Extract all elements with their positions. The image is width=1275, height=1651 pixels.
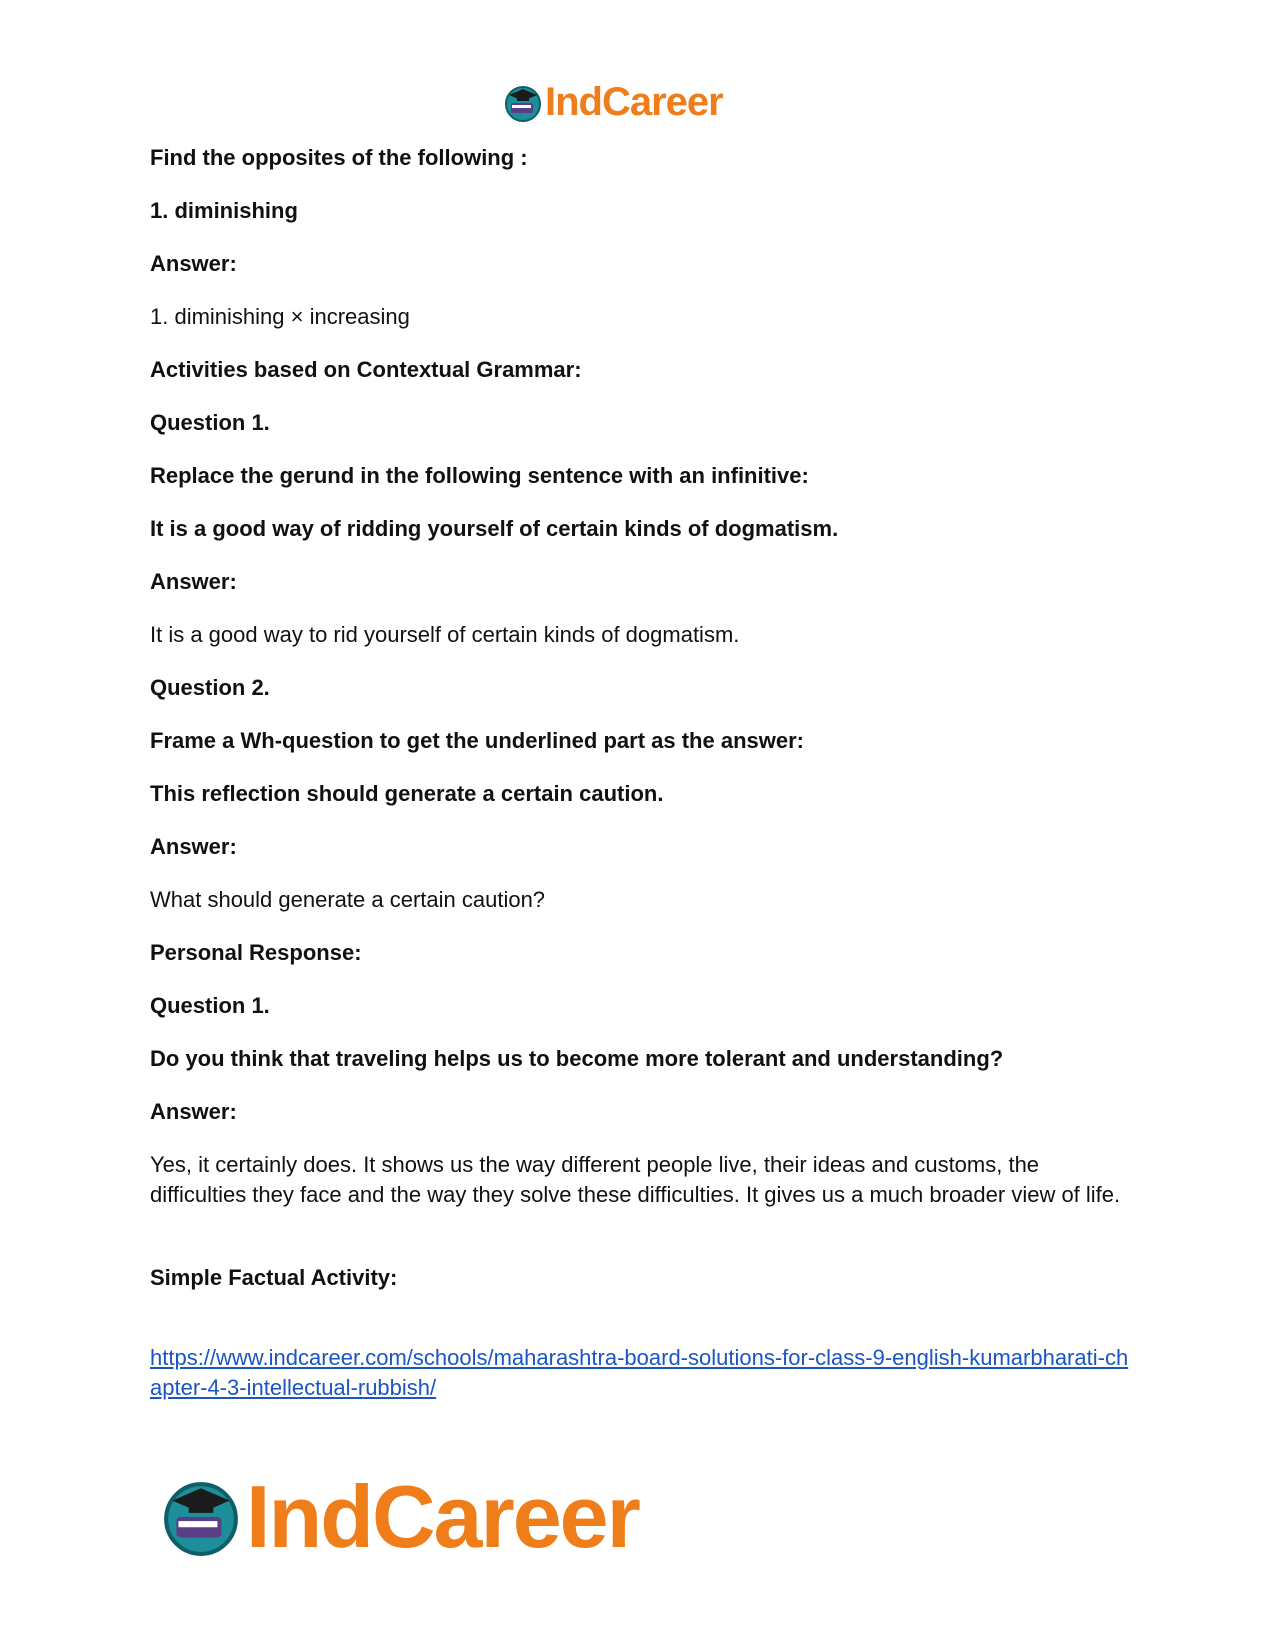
section-heading: Find the opposites of the following : [150, 145, 528, 170]
question-instruction: Frame a Wh-question to get the underlined part as the answer: [150, 728, 804, 753]
globe-book-icon [503, 83, 543, 123]
question-instruction: Replace the gerund in the following sentence with an infinitive: [150, 463, 809, 488]
question-sentence: This reflection should generate a certain caution. [150, 781, 664, 806]
question-number: Question 1. [150, 993, 270, 1018]
answer-label: Answer: [150, 1099, 237, 1124]
section-heading: Personal Response: [150, 940, 362, 965]
source-link[interactable]: https://www.indcareer.com/schools/maharashtra-board-solutions-for-class-9-english-kumarbharati-chapter-4-3-intellectual-rubbish/ [150, 1345, 1129, 1400]
section-heading: Activities based on Contextual Grammar: [150, 357, 582, 382]
footer-logo [160, 1466, 639, 1568]
answer-text: What should generate a certain caution? [150, 887, 546, 912]
answer-label: Answer: [150, 569, 237, 594]
brand-name: IndCareer [246, 1467, 639, 1566]
answer-label: Answer: [150, 834, 237, 859]
question-item: 1. diminishing [150, 198, 298, 223]
globe-book-icon [160, 1476, 242, 1558]
answer-label: Answer: [150, 251, 237, 276]
question-number: Question 2. [150, 675, 270, 700]
question-instruction: Do you think that traveling helps us to become more tolerant and understanding? [150, 1046, 1004, 1071]
answer-paragraph: Yes, it certainly does. It shows us the way different people live, their ideas and customs, the difficulties they face and the way they solve these difficulties. It gives us a much broader view of life. [150, 1152, 1121, 1207]
answer-text: It is a good way to rid yourself of certain kinds of dogmatism. [150, 622, 740, 647]
answer-text: 1. diminishing × increasing [150, 304, 410, 329]
brand-name: IndCareer [545, 80, 723, 124]
question-number: Question 1. [150, 410, 270, 435]
section-heading: Simple Factual Activity: [150, 1265, 398, 1290]
question-sentence: It is a good way of ridding yourself of certain kinds of dogmatism. [150, 516, 839, 541]
header-logo [503, 80, 723, 125]
